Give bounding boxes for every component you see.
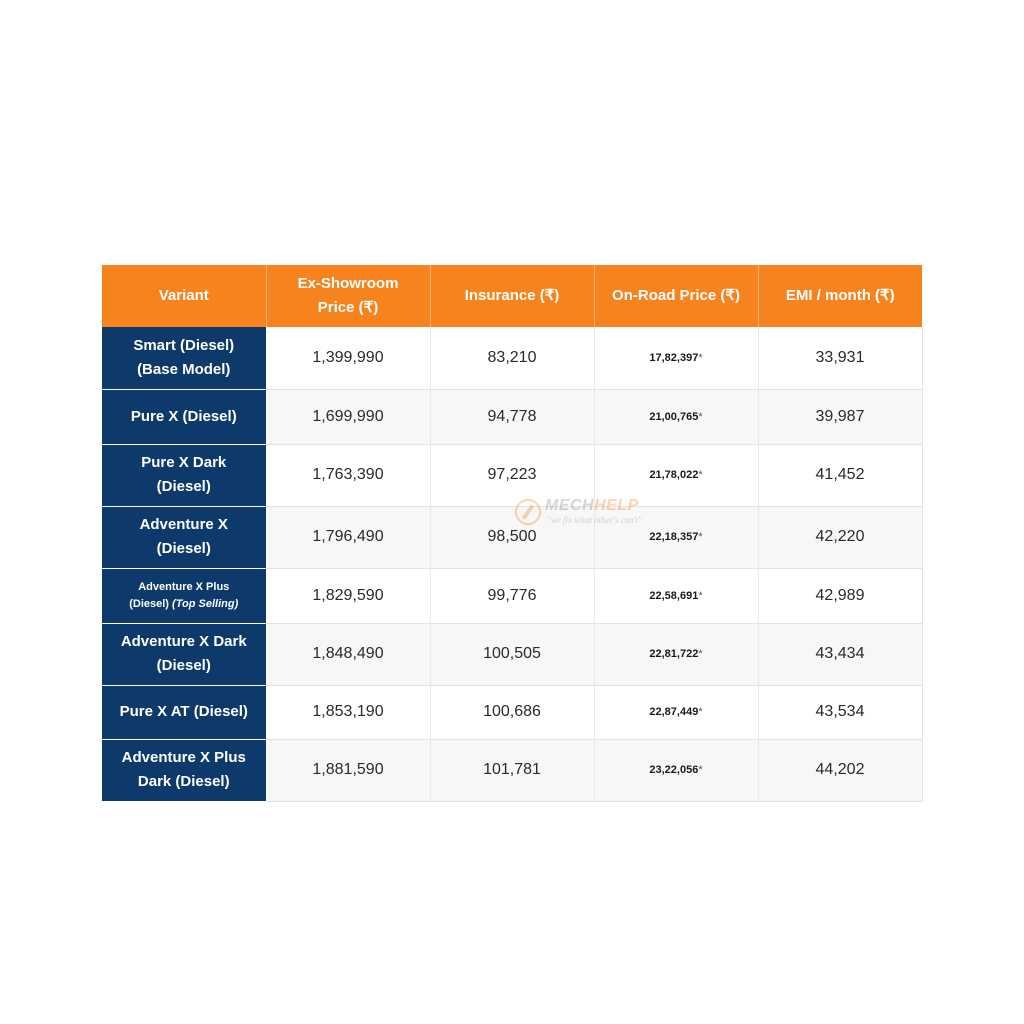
watermark-tagline: "we fix what other's can't"	[547, 515, 642, 525]
emi-cell: 42,220	[758, 506, 922, 568]
ex-showroom-cell: 1,796,490	[266, 506, 430, 568]
header-insurance: Insurance (₹)	[430, 265, 594, 327]
header-on-road-price: On-Road Price (₹)	[594, 265, 758, 327]
table-row	[102, 739, 922, 801]
on-road-price-cell: 21,78,022*	[594, 444, 758, 506]
insurance-cell: 100,686	[430, 685, 594, 739]
insurance-cell: 97,223	[430, 444, 594, 506]
table-row	[102, 568, 922, 623]
table-row	[102, 327, 922, 389]
variant-cell: Adventure X Dark (Diesel)	[102, 623, 266, 685]
price-table	[102, 265, 923, 802]
ex-showroom-cell: 1,881,590	[266, 739, 430, 801]
table-row	[102, 444, 922, 506]
variant-cell: Pure X AT (Diesel)	[102, 685, 266, 739]
on-road-price-cell: 22,87,449*	[594, 685, 758, 739]
emi-cell: 33,931	[758, 327, 922, 389]
ex-showroom-cell: 1,848,490	[266, 623, 430, 685]
ex-showroom-cell: 1,699,990	[266, 389, 430, 444]
emi-cell: 44,202	[758, 739, 922, 801]
variant-cell: Smart (Diesel) (Base Model)	[102, 327, 266, 389]
insurance-cell: 98,500	[430, 506, 594, 568]
watermark-brand: MECHHELP	[545, 497, 639, 514]
table-row	[102, 389, 922, 444]
table-row	[102, 506, 922, 568]
insurance-cell: 83,210	[430, 327, 594, 389]
emi-cell: 42,989	[758, 568, 922, 623]
emi-cell: 43,434	[758, 623, 922, 685]
price-table-container	[102, 265, 922, 801]
insurance-cell: 94,778	[430, 389, 594, 444]
on-road-price-cell: 17,82,397*	[594, 327, 758, 389]
insurance-cell: 100,505	[430, 623, 594, 685]
ex-showroom-cell: 1,829,590	[266, 568, 430, 623]
ex-showroom-cell: 1,853,190	[266, 685, 430, 739]
insurance-cell: 99,776	[430, 568, 594, 623]
header-emi: EMI / month (₹)	[758, 265, 922, 327]
emi-cell: 41,452	[758, 444, 922, 506]
on-road-price-cell: 23,22,056*	[594, 739, 758, 801]
ex-showroom-cell: 1,399,990	[266, 327, 430, 389]
on-road-price-cell: 22,58,691*	[594, 568, 758, 623]
variant-cell: Adventure X (Diesel)	[102, 506, 266, 568]
header-ex-showroom: Ex-Showroom Price (₹)	[266, 265, 430, 327]
table-row	[102, 623, 922, 685]
ex-showroom-cell: 1,763,390	[266, 444, 430, 506]
emi-cell: 43,534	[758, 685, 922, 739]
emi-cell: 39,987	[758, 389, 922, 444]
table-row	[102, 685, 922, 739]
variant-cell: Adventure X Plus Dark (Diesel)	[102, 739, 266, 801]
variant-cell: Pure X (Diesel)	[102, 389, 266, 444]
table-header-row	[102, 265, 922, 327]
variant-cell: Adventure X Plus (Diesel) (Top Selling)	[102, 568, 266, 623]
on-road-price-cell: 22,18,357*	[594, 506, 758, 568]
on-road-price-cell: 22,81,722*	[594, 623, 758, 685]
variant-cell: Pure X Dark (Diesel)	[102, 444, 266, 506]
header-variant: Variant	[102, 265, 266, 327]
insurance-cell: 101,781	[430, 739, 594, 801]
on-road-price-cell: 21,00,765*	[594, 389, 758, 444]
